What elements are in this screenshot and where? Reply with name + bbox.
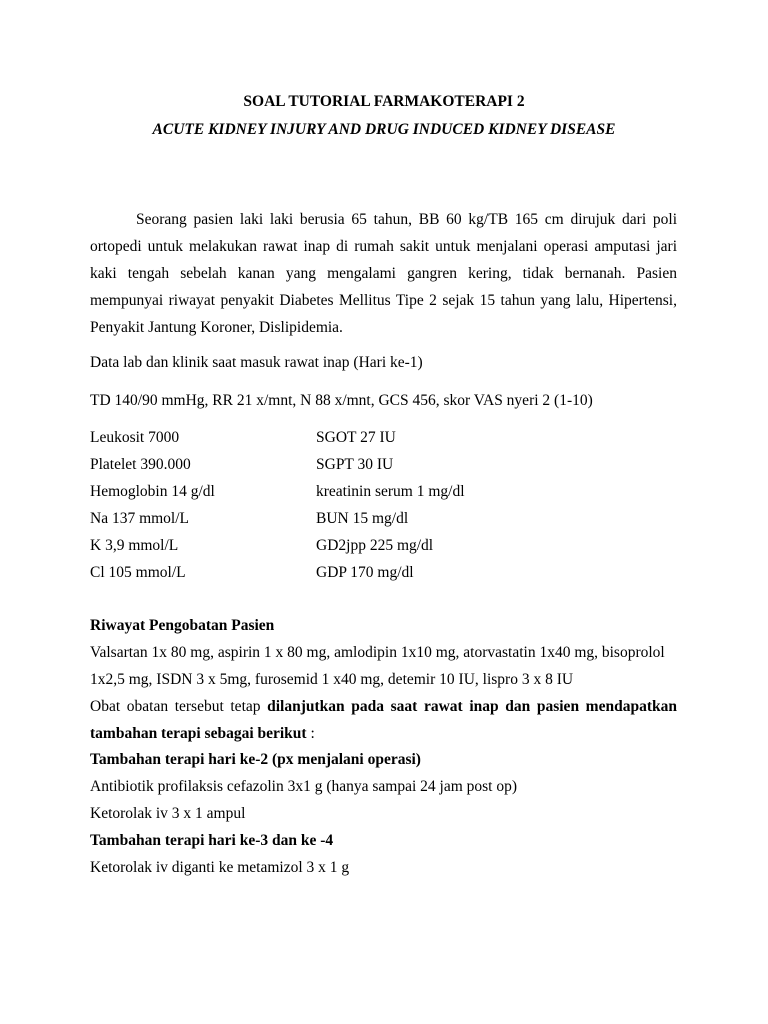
lab-left-item: K 3,9 mmol/L <box>90 537 179 554</box>
lab-left-item: Platelet 390.000 <box>90 456 191 473</box>
continue-pre: Obat obatan tersebut tetap <box>90 698 268 715</box>
lab-right-item: GDP 170 mg/dl <box>316 564 414 581</box>
document-subtitle: ACUTE KIDNEY INJURY AND DRUG INDUCED KIDNEY DISEASE <box>152 121 616 138</box>
lab-left-item: Na 137 mmol/L <box>90 510 190 527</box>
lab-right-item: SGPT 30 IU <box>316 456 394 473</box>
history-line-1: Valsartan 1x 80 mg, aspirin 1 x 80 mg, amlodipin 1x10 mg, atorvastatin 1x40 mg, bisoprolol <box>90 644 665 661</box>
continue-paragraph <box>90 693 677 747</box>
lab-right-item: GD2jpp 225 mg/dl <box>316 537 434 554</box>
case-paragraph <box>90 206 677 341</box>
lab-left-item: Leukosit 7000 <box>90 429 180 446</box>
lab-left-item: Hemoglobin 14 g/dl <box>90 483 215 500</box>
vitals-line: TD 140/90 mmHg, RR 21 x/mnt, N 88 x/mnt, GCS 456, skor VAS nyeri 2 (1-10) <box>90 392 593 409</box>
document-title: SOAL TUTORIAL FARMAKOTERAPI 2 <box>243 93 525 110</box>
day2-item: Ketorolak iv 3 x 1 ampul <box>90 805 246 822</box>
continue-post: : <box>306 725 315 742</box>
lab-left-item: Cl 105 mmol/L <box>90 564 186 581</box>
lab-heading: Data lab dan klinik saat masuk rawat inap (Hari ke-1) <box>90 354 423 371</box>
history-heading: Riwayat Pengobatan Pasien <box>90 617 275 634</box>
day2-item: Antibiotik profilaksis cefazolin 3x1 g (hanya sampai 24 jam post op) <box>90 778 518 795</box>
case-paragraph-text: Seorang pasien laki laki berusia 65 tahun, BB 60 kg/TB 165 cm dirujuk dari poli ortopedi untuk melakukan rawat inap di rumah sakit untuk menjalani operasi amputasi jari kaki tengah sebelah kanan yang mengalami gangren kering, tidak bernanah. Pasien mempunyai riwayat penyakit Diabetes Mellitus Tipe 2 sejak 15 tahun yang lalu, Hipertensi, Penyakit Jantung Koroner, Dislipidemia. <box>90 211 677 336</box>
day2-heading: Tambahan terapi hari ke-2 (px menjalani operasi) <box>90 751 421 768</box>
history-line-2: 1x2,5 mg, ISDN 3 x 5mg, furosemid 1 x40 mg, detemir 10 IU, lispro 3 x 8 IU <box>90 671 574 688</box>
lab-right-item: BUN 15 mg/dl <box>316 510 409 527</box>
day34-heading: Tambahan terapi hari ke-3 dan ke -4 <box>90 832 334 849</box>
lab-right-item: kreatinin serum 1 mg/dl <box>316 483 465 500</box>
day34-item: Ketorolak iv diganti ke metamizol 3 x 1 g <box>90 859 350 876</box>
continue-bold: dilanjutkan pada saat rawat inap dan pasien mendapatkan tambahan terapi sebagai berikut <box>90 698 677 742</box>
lab-right-item: SGOT 27 IU <box>316 429 396 446</box>
